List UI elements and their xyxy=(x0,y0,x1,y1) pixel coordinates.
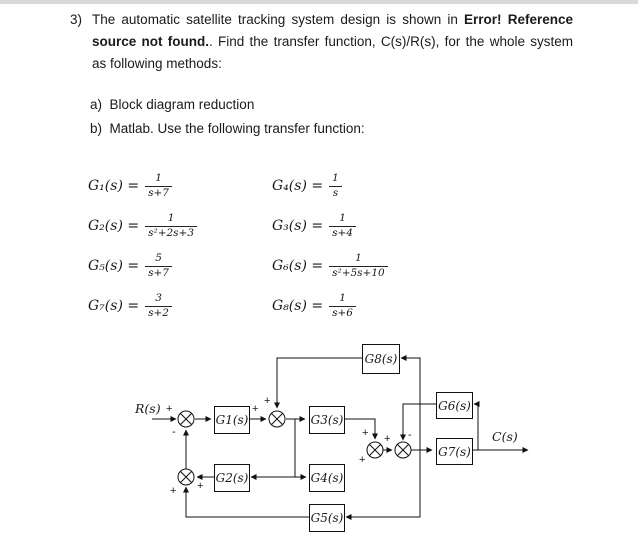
input-signal-label: R(s) xyxy=(135,401,161,416)
fraction-denominator: s+7 xyxy=(145,266,172,281)
error-reference-bold-text: Error! Reference source not found. xyxy=(92,12,573,49)
sign-j2-input-plus: + xyxy=(252,403,259,415)
block-g8: G8(s) xyxy=(362,344,400,374)
junction-j1 xyxy=(178,411,194,427)
problem-number: 3) xyxy=(70,12,83,27)
block-g6: G6(s) xyxy=(436,392,473,419)
fraction-numerator: 1 xyxy=(167,211,175,224)
sign-j1-feedback-minus: - xyxy=(172,426,176,438)
equation-lhs: G₈(s) = xyxy=(272,298,324,314)
equation-lhs: G₇(s) = xyxy=(88,298,140,314)
fraction-numerator: 3 xyxy=(155,291,162,304)
equation-lhs: G₁(s) = xyxy=(88,178,140,194)
sign-j1-input-plus: + xyxy=(166,403,173,415)
block-g5: G5(s) xyxy=(309,504,345,532)
sign-j3-top-plus: + xyxy=(362,427,369,439)
problem-text-part2: . Find the transfer function, C(s)/R(s), for the whole system as following methods: xyxy=(92,34,573,71)
junction-j2 xyxy=(269,411,285,427)
fraction-denominator: s+4 xyxy=(329,226,356,241)
equation-lhs: G₄(s) = xyxy=(272,178,324,194)
equation-lhs: G₂(s) = xyxy=(88,218,140,234)
junction-j3 xyxy=(367,442,383,458)
equation-lhs: G₅(s) = xyxy=(88,258,140,274)
block-g7: G7(s) xyxy=(436,438,473,465)
fraction-numerator: 1 xyxy=(339,291,346,304)
block-g3: G3(s) xyxy=(309,406,345,434)
junction-j5 xyxy=(178,469,194,485)
sign-j4-top-minus: - xyxy=(408,429,412,441)
fraction-denominator: s+2 xyxy=(145,306,172,321)
equation-lhs: G₃(s) = xyxy=(272,218,324,234)
fraction-numerator: 1 xyxy=(155,171,162,184)
fraction-numerator: 5 xyxy=(155,251,162,264)
sign-j2-top-plus: + xyxy=(264,395,271,407)
fraction-denominator: s+7 xyxy=(145,186,172,201)
sign-j5-bottom-plus: + xyxy=(170,485,177,497)
sign-j4-input-plus: + xyxy=(384,433,391,445)
fraction-denominator: s+6 xyxy=(329,306,356,321)
fraction-numerator: 1 xyxy=(355,251,362,264)
problem-text-part1: The automatic satellite tracking system design is shown in xyxy=(92,12,465,27)
fraction-numerator: 1 xyxy=(332,171,339,184)
fraction-denominator: s²+2s+3 xyxy=(145,226,197,241)
sign-j3-bottom-plus: + xyxy=(359,454,366,466)
sign-j5-input-plus: + xyxy=(197,480,204,492)
block-g4: G4(s) xyxy=(309,464,345,492)
equation-lhs: G₆(s) = xyxy=(272,258,324,274)
junction-j4 xyxy=(395,442,411,458)
output-signal-label: C(s) xyxy=(492,429,518,444)
fraction-numerator: 1 xyxy=(339,211,346,224)
item-a: a) Block diagram reduction xyxy=(90,97,255,112)
block-g1: G1(s) xyxy=(214,406,250,434)
fraction-denominator: s xyxy=(329,186,342,201)
block-g2: G2(s) xyxy=(214,464,250,492)
item-b: b) Matlab. Use the following transfer function: xyxy=(90,121,365,136)
fraction-denominator: s²+5s+10 xyxy=(329,266,388,281)
